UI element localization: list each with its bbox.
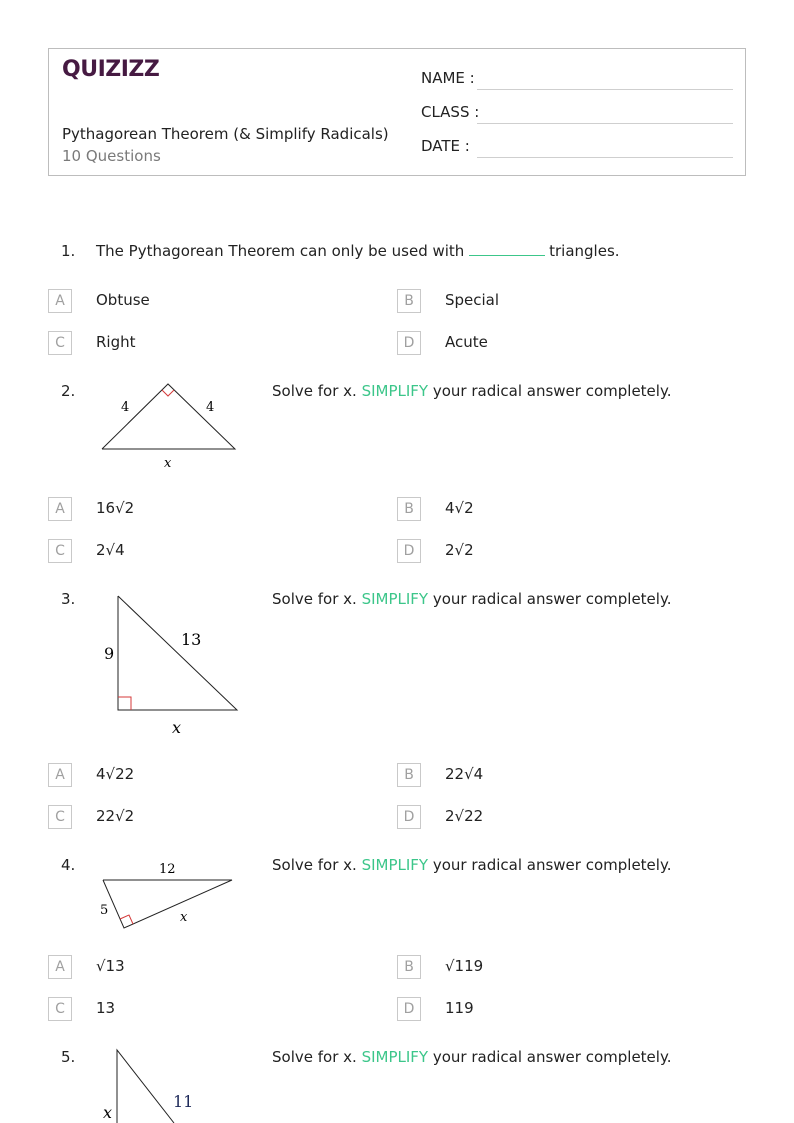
option-text[interactable]: √13 (96, 957, 125, 975)
instruction-text: Solve for x. (272, 590, 357, 608)
side-label: 4 (121, 400, 130, 415)
option-letter-box[interactable]: B (397, 763, 421, 787)
option-letter-box[interactable]: D (397, 997, 421, 1021)
question-text (272, 382, 671, 400)
question-text (96, 242, 620, 260)
question-count: 10 Questions (62, 147, 161, 165)
option-text[interactable]: 4√22 (96, 765, 135, 783)
side-label: 5 (100, 903, 109, 918)
option-text[interactable]: Right (96, 333, 136, 351)
option-letter-box[interactable]: B (397, 497, 421, 521)
instruction-text: Solve for x. (272, 856, 357, 874)
option-text[interactable]: 4√2 (445, 499, 474, 517)
side-label: 11 (173, 1092, 194, 1111)
question-text-after: triangles. (549, 242, 620, 260)
question-text-before: The Pythagorean Theorem can only be used with (96, 242, 465, 260)
date-field[interactable] (477, 157, 733, 158)
answer-blank (469, 242, 545, 256)
option-letter-box[interactable]: A (48, 955, 72, 979)
simplify-emphasis: SIMPLIFY (361, 856, 429, 874)
option-letter-box[interactable]: C (48, 331, 72, 355)
instruction-text: your radical answer completely. (432, 590, 672, 608)
name-field[interactable] (477, 89, 733, 90)
option-letter-box[interactable]: A (48, 763, 72, 787)
simplify-emphasis: SIMPLIFY (361, 590, 429, 608)
date-label: DATE : (421, 137, 470, 155)
option-letter-box[interactable]: D (397, 331, 421, 355)
triangle-figure (96, 1046, 246, 1123)
side-label: 13 (181, 630, 202, 649)
question-number: 1. (61, 242, 76, 260)
option-text[interactable]: √119 (445, 957, 484, 975)
option-letter-box[interactable]: A (48, 289, 72, 313)
question-number: 3. (61, 590, 76, 608)
option-text[interactable]: 13 (96, 999, 116, 1017)
class-label: CLASS : (421, 103, 480, 121)
option-letter-box[interactable]: D (397, 805, 421, 829)
triangle-figure (96, 590, 246, 740)
option-letter-box[interactable]: C (48, 997, 72, 1021)
side-label: x (180, 910, 188, 925)
option-text[interactable]: 2√4 (96, 541, 125, 559)
simplify-emphasis: SIMPLIFY (361, 382, 429, 400)
option-text[interactable]: 2√22 (445, 807, 484, 825)
question-text (272, 590, 671, 608)
option-text[interactable]: Obtuse (96, 291, 150, 309)
option-letter-box[interactable]: B (397, 955, 421, 979)
class-field[interactable] (477, 123, 733, 124)
side-label: x (172, 718, 182, 737)
option-letter-box[interactable]: C (48, 539, 72, 563)
triangle-figure (96, 855, 246, 935)
option-text[interactable]: 16√2 (96, 499, 135, 517)
question-text (272, 1048, 671, 1066)
option-text[interactable]: Acute (445, 333, 488, 351)
name-label: NAME : (421, 69, 475, 87)
side-label: 4 (206, 400, 215, 415)
triangle-figure (96, 378, 246, 474)
question-text (272, 856, 671, 874)
instruction-text: your radical answer completely. (432, 382, 672, 400)
instruction-text: Solve for x. (272, 1048, 357, 1066)
option-text[interactable]: 119 (445, 999, 474, 1017)
quiz-title: Pythagorean Theorem (& Simplify Radicals) (62, 125, 389, 143)
side-label: 12 (159, 862, 176, 877)
quizizz-logo: QUIZIZZ (62, 57, 160, 82)
question-number: 2. (61, 382, 76, 400)
question-number: 5. (61, 1048, 76, 1066)
option-letter-box[interactable]: D (397, 539, 421, 563)
instruction-text: Solve for x. (272, 382, 357, 400)
option-text[interactable]: 2√2 (445, 541, 474, 559)
option-letter-box[interactable]: C (48, 805, 72, 829)
simplify-emphasis: SIMPLIFY (361, 1048, 429, 1066)
side-label: 9 (104, 644, 115, 663)
side-label: x (164, 456, 172, 471)
option-text[interactable]: 22√2 (96, 807, 135, 825)
question-number: 4. (61, 856, 76, 874)
option-text[interactable]: 22√4 (445, 765, 484, 783)
option-letter-box[interactable]: B (397, 289, 421, 313)
option-letter-box[interactable]: A (48, 497, 72, 521)
option-text[interactable]: Special (445, 291, 500, 309)
worksheet-header (48, 48, 746, 176)
instruction-text: your radical answer completely. (432, 856, 672, 874)
instruction-text: your radical answer completely. (432, 1048, 672, 1066)
side-label: x (103, 1103, 113, 1122)
